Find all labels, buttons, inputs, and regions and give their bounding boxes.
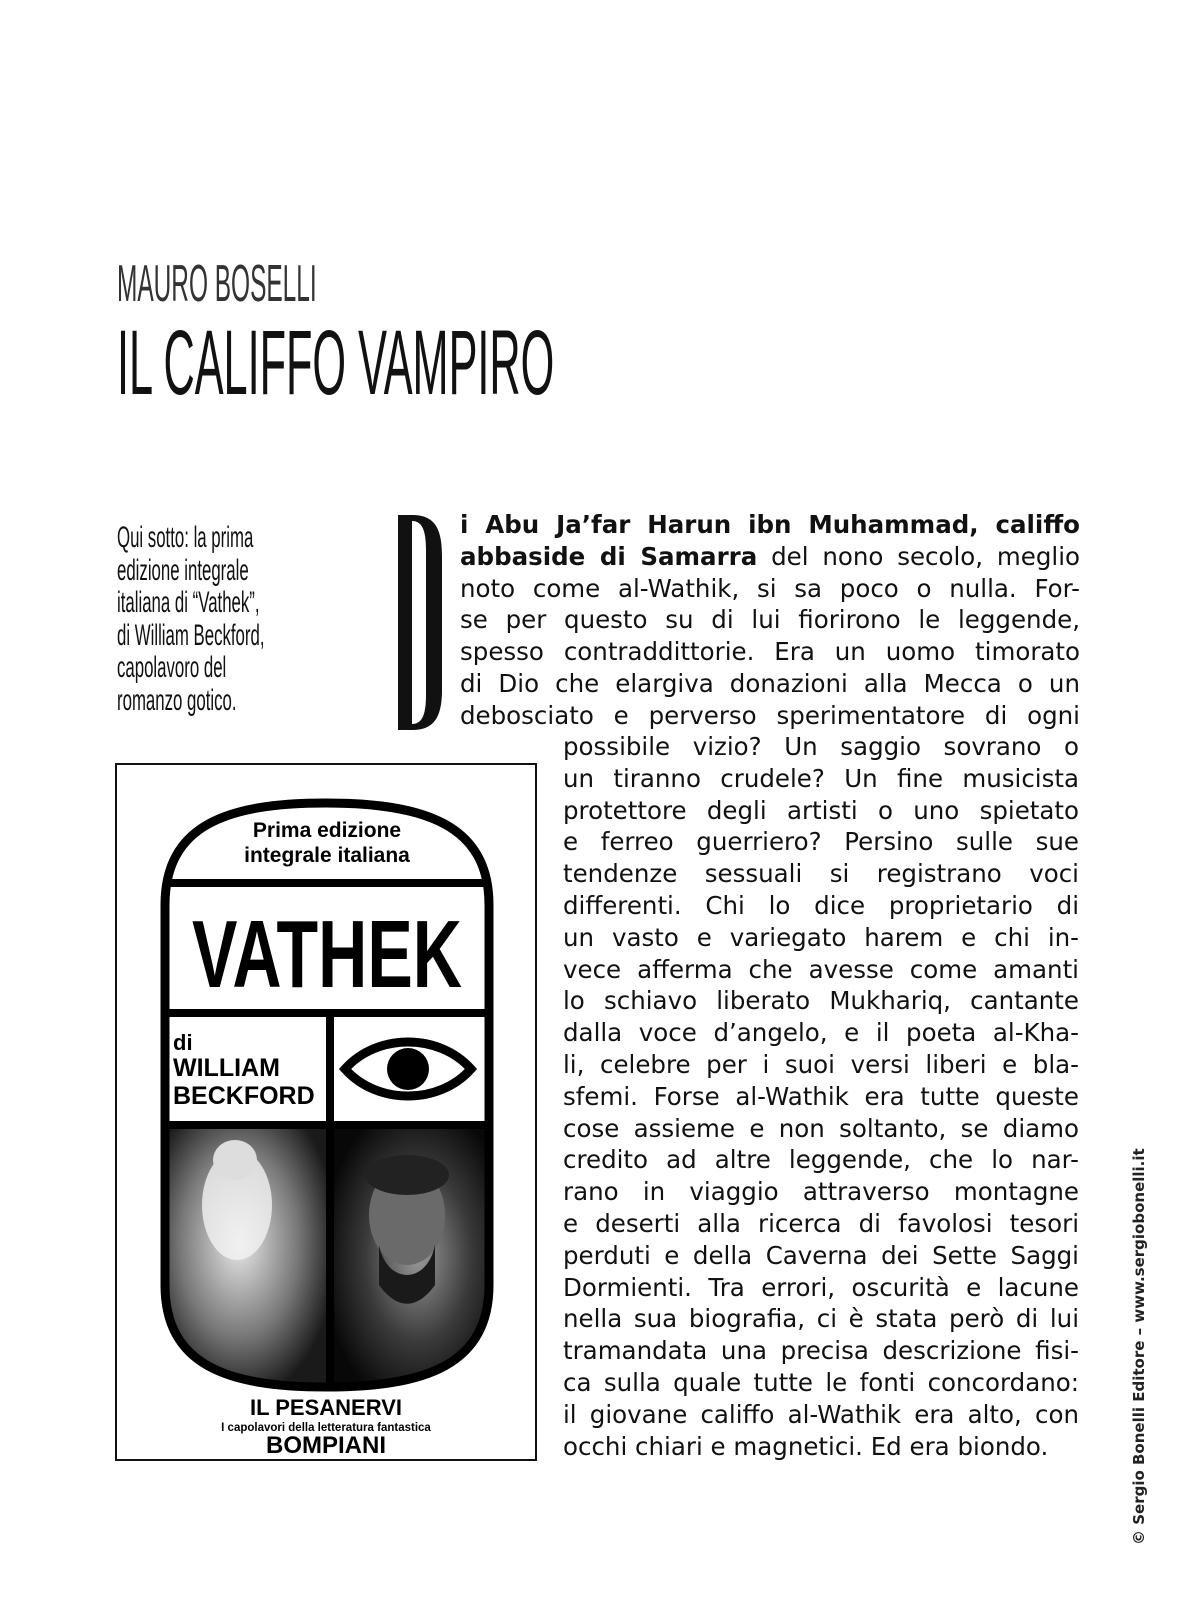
cover-author-line1: WILLIAM: [173, 1054, 280, 1082]
drop-cap: [298, 415, 443, 730]
cover-book-title: VATHEK: [192, 901, 462, 1008]
book-cover-image: [115, 763, 537, 1461]
text-line: vece afferma che avesse come amanti: [563, 954, 1079, 984]
text-line: un vasto e variegato harem e chi in-: [563, 922, 1079, 952]
text-rest: spesso contraddittorie. Era un uomo timorato: [460, 637, 1080, 667]
cover-edition-line2: integrale italiana: [244, 844, 410, 867]
caption-line: Qui sotto: la prima: [117, 521, 254, 554]
text-line: e ferreo guerriero? Persino sulle sue: [563, 827, 1079, 857]
cover-series-subtitle: I capolavori della letteratura fantastica: [221, 1422, 431, 1434]
text-rest: debosciato e perverso sperimentatore di ogni: [460, 700, 1080, 730]
text-line: nella sua biografia, ci è stata però di lui: [563, 1304, 1079, 1334]
caption-line: di William Beckford,: [117, 618, 265, 652]
text-line: protettore degli artisti o uno spietato: [563, 795, 1079, 825]
text-line: [460, 573, 1080, 605]
text-line: ca sulla quale tutte le fonti concordano:: [563, 1367, 1079, 1397]
text-rest: di Dio che elargiva donazioni alla Mecca o un: [460, 668, 1080, 698]
copyright-credit: © Sergio Bonelli Editore – www.sergiobonelli.it: [1130, 1148, 1148, 1545]
text-line: Dormienti. Tra errori, oscurità e lacune: [563, 1272, 1079, 1302]
drop-cap-letter: D: [298, 415, 299, 416]
text-line: lo schiavo liberato Mukhariq, cantante: [563, 986, 1079, 1016]
article-title: IL CALIFFO VAMPIRO: [117, 312, 555, 414]
text-line: [460, 509, 1080, 541]
caption-line: capolavoro del: [117, 651, 227, 684]
article-body: [563, 731, 1079, 1462]
caption-line: italiana di “Vathek”,: [117, 586, 260, 619]
text-rest: noto come al-Wathik, si sa poco o nulla. For-: [460, 573, 1080, 603]
text-bold: i Abu Ja’far Harun ibn Muhammad, califfo: [460, 510, 1080, 539]
text-line: possibile vizio? Un saggio sovrano o: [563, 732, 1079, 761]
book-cover-art: [117, 765, 535, 1459]
cover-by: di: [173, 1030, 193, 1055]
article-intro: [460, 509, 1080, 732]
text-rest: del nono secolo, meglio: [757, 541, 1080, 571]
text-line: [460, 700, 1080, 732]
text-line: li, celebre per i suoi versi liberi e bla-: [563, 1049, 1079, 1079]
text-line: un tiranno crudele? Un fine musicista: [563, 763, 1079, 793]
caption-line: romanzo gotico.: [117, 683, 237, 717]
text-line: [460, 668, 1080, 700]
text-line: [460, 541, 1080, 573]
text-line: credito ad altre leggende, che lo nar-: [563, 1145, 1079, 1175]
text-line: cose assieme e non soltanto, se diamo: [563, 1113, 1079, 1143]
cover-publisher: BOMPIANI: [266, 1432, 386, 1459]
text-line: il giovane califfo al-Wathik era alto, con: [563, 1399, 1079, 1429]
caption-line: edizione integrale: [117, 553, 249, 587]
cover-edition-line1: Prima edizione: [252, 819, 402, 842]
text-line: tramandata una precisa descrizione fisi-: [563, 1336, 1079, 1366]
eye-icon: [345, 1042, 471, 1096]
text-line: [460, 604, 1080, 636]
text-line: occhi chiari e magnetici. Ed era biondo.: [563, 1431, 1049, 1461]
text-line: sfemi. Forse al-Wathik era tutte queste: [563, 1081, 1079, 1111]
text-line: tendenze sessuali si registrano voci: [563, 859, 1079, 889]
text-line: [460, 636, 1080, 668]
article-author: MAURO BOSELLI: [117, 255, 317, 313]
text-line: differenti. Chi lo dice proprietario di: [563, 890, 1079, 920]
cover-author-line2: BECKFORD: [173, 1082, 315, 1110]
text-bold: abbaside di Samarra: [460, 541, 758, 571]
image-caption: [117, 522, 363, 717]
text-rest: se per questo su di lui fiorirono le leggende,: [460, 605, 1080, 635]
text-line: rano in viaggio attraverso montagne: [563, 1177, 1079, 1207]
text-line: perduti e della Caverna dei Sette Saggi: [563, 1240, 1079, 1270]
text-line: dalla voce d’angelo, e il poeta al-Kha-: [563, 1018, 1079, 1048]
cover-series: IL PESANERVI: [249, 1395, 403, 1420]
text-line: e deserti alla ricerca di favolosi tesori: [563, 1208, 1079, 1238]
